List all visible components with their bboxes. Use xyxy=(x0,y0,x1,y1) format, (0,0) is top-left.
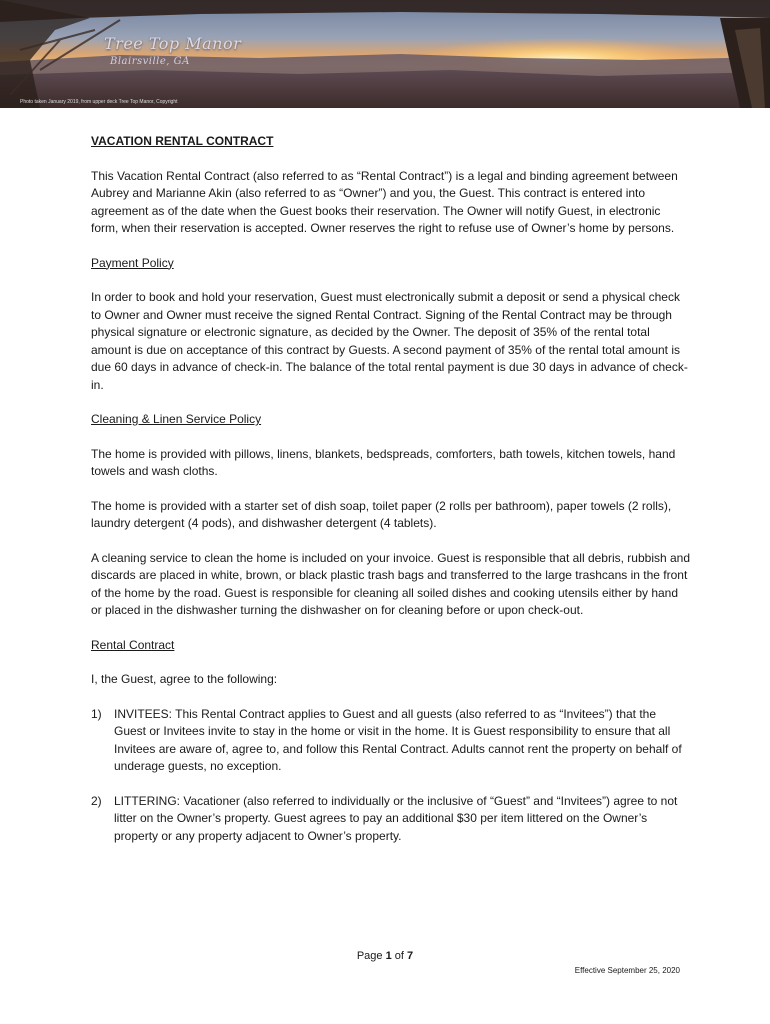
cleaning-paragraph-3: A cleaning service to clean the home is included on your invoice. Guest is responsible that all debris, rubbish and discards are placed in white, brown, or black plastic trash bags and transferred to the large trashcans in the front of the home by the road. Guest is responsible for cleaning all soiled dishes and cooking utensils either by hand or placed in the dishwasher turning the dishwasher on for cleaning before or upon check-out. xyxy=(91,550,691,617)
page-label: Page xyxy=(356,950,383,962)
intro-paragraph: This Vacation Rental Contract (also referred to as “Rental Contract”) is a legal and binding agreement between Aubrey and Marianne Akin (also referred to as “Owner”) and you, the Guest. This contract is entered into agreement as of the date when the Guest books their reservation. The Owner will notify Guest, in electronic form, when their reservation is accepted. Owner reserves the right to refuse use of Owner’s home by persons. xyxy=(91,168,678,235)
banner-subtitle: Blairsville, GA xyxy=(110,56,190,67)
page-number xyxy=(0,950,770,962)
page-total: 7 xyxy=(407,950,414,962)
rental-contract-heading: Rental Contract xyxy=(91,637,175,652)
list-item-text: LITTERING: Vacationer (also referred to individually or the inclusive of “Guest” and “Invitees”) agree to not litter on the Owner’s property. Guest agrees to pay an additional $30 per item littered on the Owner’s property or any property adjacent to Owner’s property. xyxy=(114,793,678,843)
cleaning-paragraph-2: The home is provided with a starter set of dish soap, toilet paper (2 rolls per bathroom), paper towels (2 rolls), laundry detergent (4 pods), and dishwasher detergent (4 tablets). xyxy=(91,498,672,530)
page-of: of xyxy=(394,950,404,962)
list-item-text: INVITEES: This Rental Contract applies to Guest and all guests (also referred to as “Invitees”) that the Guest or Invitees invite to stay in the home or visit in the home. It is Guest responsibility to ensure that all Invitees are aware of, agree to, and follow this Rental Contract. Adults cannot rent the property on behalf of underage guests, no exception. xyxy=(114,706,682,773)
cleaning-policy-heading: Cleaning & Linen Service Policy xyxy=(91,412,262,426)
contract-body xyxy=(91,133,691,862)
page-current: 1 xyxy=(385,950,392,962)
list-item-number: 1) xyxy=(91,706,102,721)
payment-policy-paragraph: In order to book and hold your reservation, Guest must electronically submit a deposit or send a physical check to Owner and Owner must receive the signed Rental Contract. Signing of the Rental Contract may be through physical signature or electronic signature, as decided by the Owner. The deposit of 35% of the rental total amount is due on acceptance of this contract by Guests. A second payment of 35% of the rental total amount is due 60 days in advance of check-in. The balance of the total rental payment is due 30 days in advance of check-in. xyxy=(91,290,688,392)
contract-title: VACATION RENTAL CONTRACT xyxy=(91,134,274,148)
list-item xyxy=(91,793,691,846)
photo-credit: Photo taken January 2019, from upper deck Tree Top Manor, Copyright xyxy=(20,99,178,105)
list-item xyxy=(91,706,691,776)
sunset-landscape-photo xyxy=(0,0,770,108)
effective-date: Effective September 25, 2020 xyxy=(574,966,680,975)
cleaning-paragraph-1: The home is provided with pillows, linens, blankets, bedspreads, comforters, bath towels, kitchen towels, hand towels and wash cloths. xyxy=(91,446,676,478)
terms-list xyxy=(91,706,691,846)
agree-intro: I, the Guest, agree to the following: xyxy=(91,672,278,686)
banner-title: Tree Top Manor xyxy=(104,34,242,53)
payment-policy-heading: Payment Policy xyxy=(91,255,174,270)
list-item-number: 2) xyxy=(91,793,102,808)
header-banner xyxy=(0,0,770,108)
